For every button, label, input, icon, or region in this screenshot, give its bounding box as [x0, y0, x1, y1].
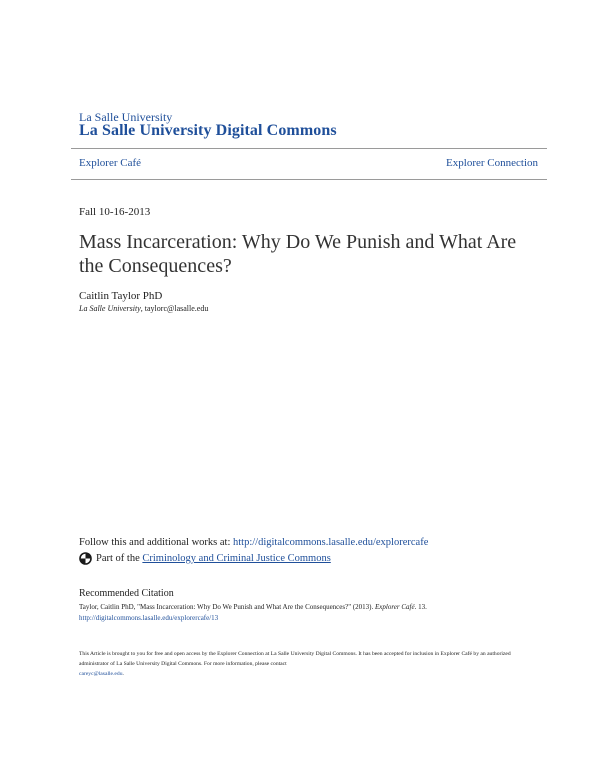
follow-label: Follow this and additional works at: — [79, 537, 233, 548]
collection-url-link[interactable]: http://digitalcommons.lasalle.edu/explorercafe — [233, 537, 429, 548]
part-of-line — [79, 552, 331, 565]
author-affiliation — [79, 304, 208, 313]
repository-name[interactable]: La Salle University Digital Commons — [79, 122, 337, 139]
network-icon — [79, 552, 92, 565]
discipline-commons-link[interactable]: Criminology and Criminal Justice Commons — [142, 553, 331, 564]
affiliation-name: La Salle University — [79, 304, 141, 313]
recommended-citation-heading: Recommended Citation — [79, 588, 174, 599]
author-name: Caitlin Taylor PhD — [79, 290, 163, 302]
contact-email-link[interactable]: careyc@lasalle.edu — [79, 671, 123, 677]
institution-name-small[interactable]: La Salle University — [79, 110, 173, 124]
citation-url-link[interactable]: http://digitalcommons.lasalle.edu/explorercafe/13 — [79, 614, 219, 622]
nav-link-explorer-connection[interactable]: Explorer Connection — [446, 157, 538, 169]
access-notice — [79, 649, 529, 679]
citation-body: Taylor, Caitlin PhD, "Mass Incarceration: Why Do We Punish and What Are the Consequences?" (2013). — [79, 603, 375, 611]
notice-end: . — [122, 671, 124, 677]
follow-line — [79, 537, 428, 548]
notice-text: This Article is brought to you for free and open access by the Explorer Connection at La Salle University Digital Commons. It has been accepted for inclusion in Explorer Café by an authorized administrator of La Salle University Digital Commons. For more information, please contact — [79, 651, 511, 667]
publication-date: Fall 10-16-2013 — [79, 206, 151, 218]
header-divider-bottom — [71, 179, 547, 180]
article-title: Mass Incarceration: Why Do We Punish and What Are the Consequences? — [79, 231, 517, 277]
citation-series: Explorer Café — [375, 603, 415, 611]
author-email: , taylorc@lasalle.edu — [140, 304, 209, 313]
citation-number: . 13. — [414, 603, 427, 611]
header-divider-top — [71, 148, 547, 149]
nav-link-explorer-cafe[interactable]: Explorer Café — [79, 157, 141, 169]
citation-text — [79, 602, 519, 624]
part-of-label: Part of the — [96, 553, 140, 564]
